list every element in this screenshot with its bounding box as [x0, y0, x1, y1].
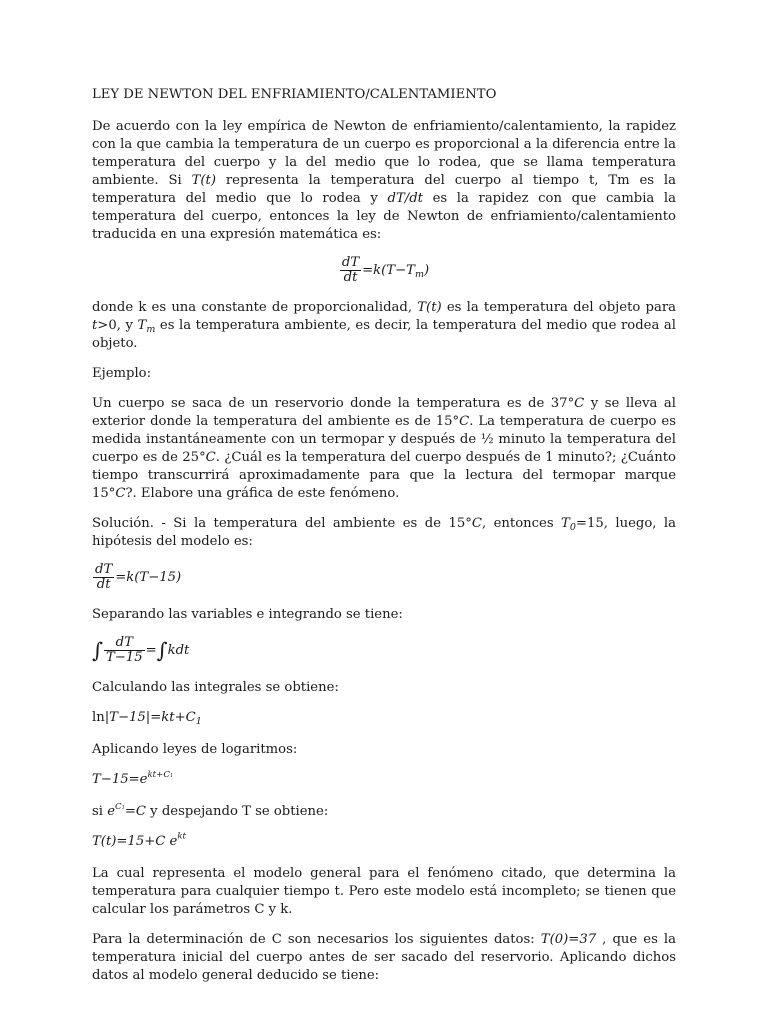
fraction-denominator: dt	[343, 270, 358, 285]
general-model-paragraph: La cual representa el modelo general para el fenómeno citado, que determina la temperatura para cualquier tiempo t. Pero este modelo está incompleto; se tienen que calcular los parámetros C y k.	[92, 866, 676, 917]
determ-text-b: , que es la temperatura inicial del cuerpo antes de ser sacado del reservorio. Aplicando dichos datos al modelo general deducido se tiene:	[92, 932, 676, 983]
unit-celsius: °C	[199, 450, 216, 465]
equation-rhs: kdt	[167, 643, 190, 658]
unit-celsius: °C	[452, 414, 470, 429]
general-model-equation	[92, 833, 676, 851]
subscript: m	[146, 323, 156, 335]
math-initial-condition: T(0)=37	[540, 932, 597, 947]
example-paragraph	[92, 395, 676, 503]
fraction-numerator: dT	[95, 562, 113, 577]
model-equation	[92, 563, 676, 592]
example-text-c: . La temperatura de cuerpo es medida instantáneamente con un termopar y después de ½ minuto la temperatura del cuerpo es de 25	[92, 414, 676, 465]
integral-sign: ∫	[92, 638, 103, 663]
math-e: e	[107, 804, 115, 819]
example-text-d: . ¿Cuál es la temperatura del cuerpo después de 1 minuto?; ¿Cuánto tiempo transcurrirá aproximadamente para que la lectura del termopar marque 15	[92, 450, 676, 501]
fraction-denominator: T−15	[105, 650, 143, 665]
superscript	[115, 802, 125, 812]
intro-text-1: De acuerdo con la ley empírica de Newton de enfriamiento/calentamiento, la rapidez con la que cambia la temperatura de un cuerpo es proporcional a la diferencia entre la temperatura del cuerpo y la del medio que lo rodea, que se llama temperatura ambiente. Si	[92, 119, 676, 188]
fraction-numerator: dT	[104, 636, 145, 651]
example-text-e: ?. Elabore una gráfica de este fenómeno.	[125, 486, 400, 501]
defs-text-d: es la temperatura ambiente, es decir, la temperatura del medio que rodea al objeto.	[92, 318, 676, 351]
unit-celsius: °C	[108, 486, 126, 501]
separation-text: Separando las variables e integrando se tiene:	[92, 607, 403, 622]
determination-paragraph	[92, 931, 676, 985]
math-T0: T	[561, 516, 570, 531]
fraction	[93, 563, 114, 592]
subscript: 0	[569, 521, 576, 533]
fraction	[104, 636, 145, 665]
calculation-text: Calculando las integrales se obtiene:	[92, 680, 339, 695]
substitution-text: y despejando T se obtiene:	[145, 804, 329, 819]
newton-law-equation	[92, 256, 676, 285]
exponent: kt	[177, 831, 187, 842]
exponent-subscript: 1	[121, 804, 125, 811]
math-t-gt: t>	[92, 318, 109, 333]
equation-rhs: =k(T−T	[362, 263, 415, 278]
logarithm-laws-text: Aplicando leyes de logaritmos:	[92, 742, 298, 757]
intro-paragraph	[92, 118, 676, 244]
ejemplo-heading: Ejemplo:	[92, 366, 152, 381]
page-title: LEY DE NEWTON DEL ENFRIAMIENTO/CALENTAMIENTO	[92, 87, 497, 102]
equation-close: )	[423, 263, 430, 278]
example-text-b: y se lleva al exterior donde la temperatura del ambiente es de 15	[92, 396, 676, 429]
subscript: m	[414, 268, 424, 280]
ln-operator: ln	[92, 710, 105, 725]
unit-celsius: °C	[465, 516, 482, 531]
equals-sign: =	[145, 643, 157, 658]
defs-text-c: 0, y	[108, 318, 138, 333]
subscript: 1	[195, 715, 202, 727]
math-Tm: T	[137, 318, 147, 333]
intro-text-2: representa la temperatura del cuerpo al tiempo t, Tm es la temperatura del medio que lo rodea y	[92, 173, 676, 206]
defs-text-a: donde k es una constante de proporcionalidad,	[92, 300, 418, 315]
intro-text-3: es la rapidez con que cambia la temperatura del cuerpo, entonces la ley de Newton de enfriamiento/calentamiento traducida en una expresión matemática es:	[92, 191, 676, 242]
solution-text-c: =15, luego, la hipótesis del modelo es:	[92, 516, 676, 549]
equation-body: |T−15|=kt+C	[104, 710, 196, 725]
math-T-of-t: T(t)	[417, 300, 442, 315]
equation-rhs: =k(T−15)	[115, 570, 182, 585]
math-T-of-t: T(t)	[191, 173, 216, 188]
math-dT-dt: dT/dt	[387, 191, 423, 206]
integral-sign: ∫	[156, 638, 168, 663]
fraction-numerator: dT	[341, 255, 360, 270]
integral-equation	[92, 636, 676, 665]
definitions-paragraph	[92, 299, 676, 353]
si-text: si	[92, 804, 108, 819]
exponential-equation	[92, 771, 676, 789]
math-equals-C: =C	[124, 804, 146, 819]
determ-text-a: Para la determinación de C son necesarios los siguientes datos:	[92, 932, 541, 947]
fraction-denominator: dt	[96, 577, 111, 592]
defs-text-b: es la temperatura del objeto para	[441, 300, 676, 315]
solution-text-a: Solución. - Si la temperatura del ambiente es de 15	[92, 516, 466, 531]
exponent: C	[115, 801, 122, 812]
solution-paragraph	[92, 515, 676, 551]
solution-text-b: , entonces	[481, 516, 562, 531]
unit-celsius: °C	[567, 396, 585, 411]
log-equation	[92, 709, 676, 727]
fraction	[340, 256, 361, 285]
exponent-subscript: 1	[169, 772, 174, 779]
superscript	[147, 770, 173, 780]
exponent: kt+C	[147, 769, 170, 780]
equation-lhs: T(t)=15+C e	[92, 834, 178, 849]
document-body	[92, 86, 676, 997]
substitution-line	[92, 803, 676, 821]
equation-lhs: T−15=e	[92, 772, 148, 787]
example-text-a: Un cuerpo se saca de un reservorio donde la temperatura es de 37	[92, 396, 568, 411]
